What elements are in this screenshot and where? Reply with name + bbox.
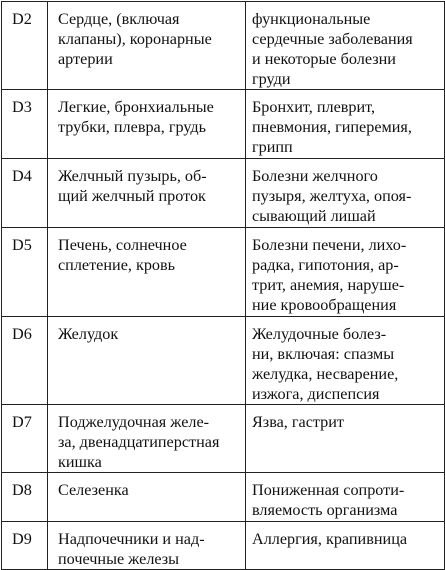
- diseases-cell: [246, 317, 445, 405]
- table-row: [2, 228, 445, 317]
- text-line: клапаны), коронарные: [58, 30, 212, 48]
- segment-cell: D3: [2, 90, 48, 159]
- diseases-cell: [246, 2, 445, 90]
- organs-cell: [48, 228, 246, 317]
- text-line: Болезни желчного: [252, 167, 378, 185]
- text-line: Аллергия, крапивница: [252, 530, 408, 548]
- organs-cell: [48, 405, 246, 473]
- table-row: [2, 90, 445, 159]
- table-body: [2, 2, 445, 570]
- segment-cell: D5: [2, 228, 48, 317]
- text-line: вляемость организма: [252, 501, 398, 519]
- text-line: Пониженная сопроти-: [252, 481, 405, 499]
- text-line: Надпочечники и над-: [58, 530, 205, 548]
- segment-cell: D9: [2, 522, 48, 570]
- text-line: трубки, плевра, грудь: [58, 118, 207, 136]
- text-line: Язва, гастрит: [252, 413, 345, 431]
- text-line: Печень, солнечное: [58, 236, 187, 254]
- organs-cell: [48, 522, 246, 570]
- text-line: Желудочные болез-: [252, 325, 387, 343]
- diseases-cell: [246, 90, 445, 159]
- segment-cell: D4: [2, 159, 48, 228]
- table-row: [2, 522, 445, 570]
- segment-cell: D7: [2, 405, 48, 473]
- segment-cell: D8: [2, 473, 48, 522]
- text-line: сывающий лишай: [252, 207, 376, 225]
- table-row: [2, 159, 445, 228]
- text-line: груди: [252, 70, 291, 88]
- organs-cell: [48, 2, 246, 90]
- text-line: щий желчный проток: [58, 187, 206, 205]
- text-line: Бронхит, плеврит,: [252, 98, 376, 116]
- table-row: [2, 473, 445, 522]
- text-line: Селезенка: [58, 481, 129, 499]
- text-line: Поджелудочная желе-: [58, 413, 210, 431]
- table-row: [2, 317, 445, 405]
- organs-cell: [48, 317, 246, 405]
- diseases-cell: [246, 405, 445, 473]
- text-line: сердечные заболевания: [252, 30, 413, 48]
- segment-cell: D2: [2, 2, 48, 90]
- segment-cell: D6: [2, 317, 48, 405]
- text-line: радка, гипотония, ар-: [252, 256, 399, 274]
- text-line: желудка, несварение,: [252, 365, 399, 383]
- organs-cell: [48, 473, 246, 522]
- text-line: Легкие, бронхиальные: [58, 98, 214, 116]
- text-line: кишка: [58, 453, 102, 471]
- text-line: грипп: [252, 138, 293, 156]
- text-line: и некоторые болезни: [252, 50, 396, 68]
- text-line: сплетение, кровь: [58, 256, 176, 274]
- text-line: Желчный пузырь, об-: [58, 167, 207, 185]
- text-line: Сердце, (включая: [58, 10, 180, 28]
- text-line: пузыря, желтуха, опоя-: [252, 187, 412, 205]
- text-line: ние кровообращения: [252, 296, 397, 314]
- organs-cell: [48, 90, 246, 159]
- text-line: Желудок: [58, 325, 119, 343]
- text-line: трит, анемия, наруше-: [252, 276, 405, 294]
- text-line: ни, включая: спазмы: [252, 345, 395, 363]
- diseases-cell: [246, 159, 445, 228]
- text-line: артерии: [58, 50, 113, 68]
- text-line: пневмония, гиперемия,: [252, 118, 412, 136]
- diseases-cell: [246, 228, 445, 317]
- text-line: изжога, диспепсия: [252, 385, 380, 403]
- text-line: Болезни печени, лихо-: [252, 236, 407, 254]
- table-row: [2, 2, 445, 90]
- text-line: за, двенадцатиперстная: [58, 433, 220, 451]
- organs-cell: [48, 159, 246, 228]
- text-line: функциональные: [252, 10, 371, 28]
- diseases-cell: [246, 522, 445, 570]
- table-row: [2, 405, 445, 473]
- diseases-cell: [246, 473, 445, 522]
- text-line: почечные железы: [58, 550, 180, 568]
- spine-segment-table: [1, 1, 445, 570]
